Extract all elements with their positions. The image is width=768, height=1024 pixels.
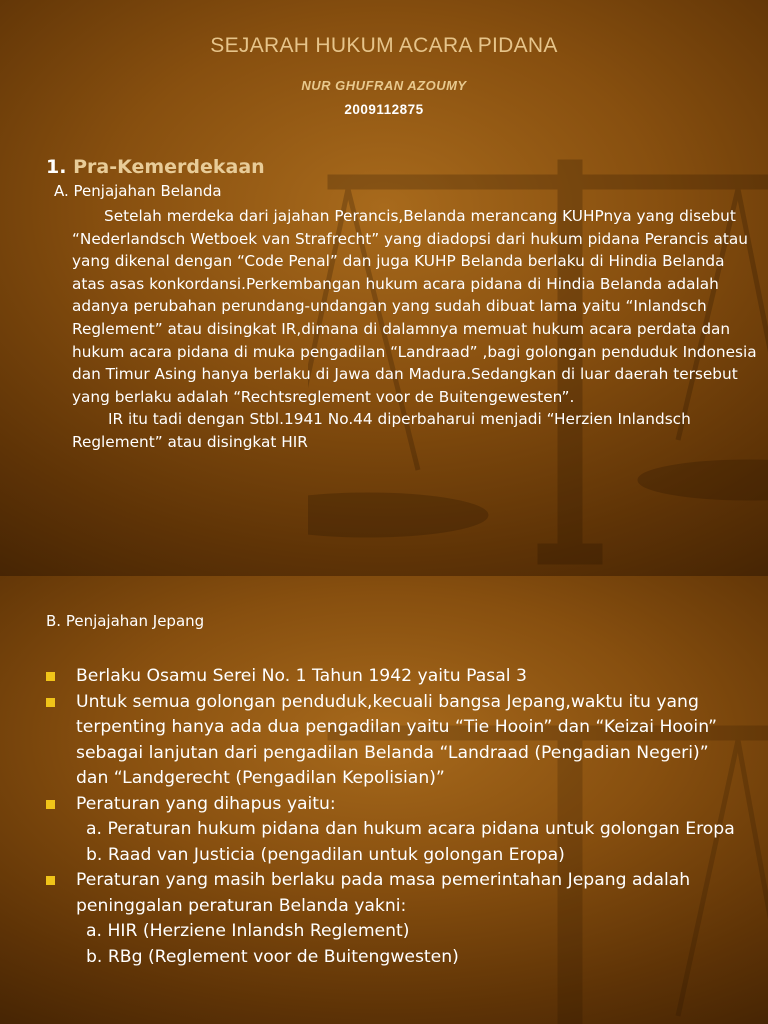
list-item: Peraturan yang masih berlaku pada masa pemerintahan Jepang adalah peninggalan peraturan Belanda yakni: <box>46 868 746 919</box>
list-item: Untuk semua golongan penduduk,kecuali bangsa Jepang,waktu itu yang terpenting hanya ada dua pengadilan yaitu “Tie Hooin” dan “Keizai Hooin” sebagai lanjutan dari pengadilan Belanda “Landraad (Pengadian Negeri)” dan “Landgerecht (Pengadilan Kepolisian)” <box>46 690 746 792</box>
list-item: Berlaku Osamu Serei No. 1 Tahun 1942 yaitu Pasal 3 <box>46 664 746 690</box>
list-subitem: b. Raad van Justicia (pengadilan untuk golongan Eropa) <box>86 844 565 865</box>
paragraph-1: Setelah merdeka dari jajahan Perancis,Belanda merancang KUHPnya yang disebut “Nederlandsch Wetboek van Strafrecht” yang diadopsi dari hukum pidana Perancis atau yang dikenal dengan “Code Penal” dan juga KUHP Belanda berlaku di Hindia Belanda atas asas konkordansi.Perkembangan hukum acara pidana di Hindia Belanda adalah adanya perubahan perundang-undangan yang sudah dibuat lama yaitu “Inlandsch Reglement” atau disingkat IR,dimana di dalamnya memuat hukum acara perdata dan hukum acara pidana di muka pengadilan “Landraad” ,bagi golongan penduduk Indonesia dan Timur Asing hanya berlaku di Jawa dan Madura.Sedangkan di luar daerah tersebut yang berlaku adalah “Rechtsreglement voor de Buitengewesten”. <box>72 207 757 406</box>
slide-2 <box>0 576 768 1024</box>
section-number: 1. <box>46 156 67 178</box>
author-name: NUR GHUFRAN AZOUMY <box>301 78 467 93</box>
slide-title: B. Penjajahan Jepang <box>46 612 205 630</box>
list-subitem: b. RBg (Reglement voor de Buitengwesten) <box>86 946 459 967</box>
bullet-list <box>46 664 746 970</box>
list-subitem: a. Peraturan hukum pidana dan hukum acara pidana untuk golongan Eropa <box>86 819 735 839</box>
list-item: Peraturan yang dihapus yaitu: <box>46 792 746 818</box>
section-heading <box>46 156 265 178</box>
list-subitem: a. HIR (Herziene Inlandsh Reglement) <box>86 921 410 941</box>
body-text <box>72 205 762 454</box>
section-heading-text: Pra-Kemerdekaan <box>73 156 265 178</box>
slide-title: SEJARAH HUKUM ACARA PIDANA <box>210 34 558 57</box>
subsection-heading: A. Penjajahan Belanda <box>54 182 222 200</box>
student-id: 200911287​5 <box>344 102 424 117</box>
paragraph-2: IR itu tadi dengan Stbl.1941 No.44 diperbaharui menjadi “Herzien Inlandsch Reglement” atau disingkat HIR <box>72 410 691 451</box>
